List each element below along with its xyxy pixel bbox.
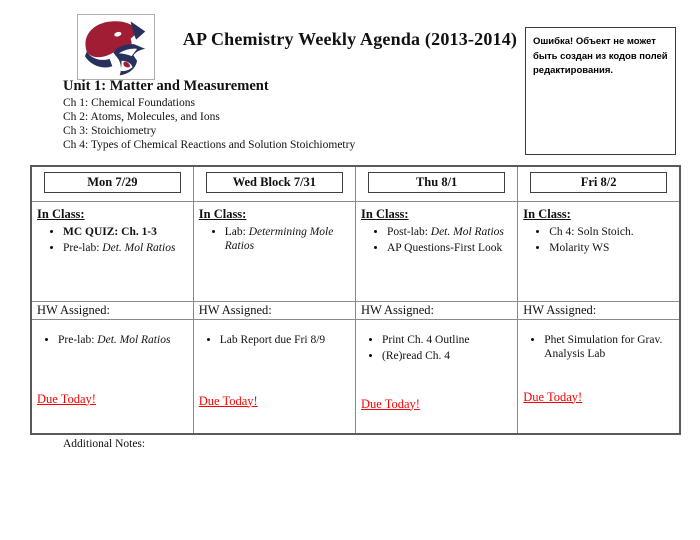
list-item: • Print Ch. 4 Outline	[382, 333, 517, 348]
field-code-error-box: Ошибка! Объект не может быть создан из кодов полей редактирования.	[525, 27, 676, 155]
hw-assigned-cell	[518, 301, 680, 319]
hw-list	[32, 333, 193, 348]
list-item: • MC QUIZ: Ch. 1-3	[63, 225, 188, 240]
list-item: • Pre-lab: Det. Mol Ratios	[63, 241, 188, 256]
hw-assigned-label: HW Assigned:	[198, 302, 272, 317]
hw-content-cell	[518, 319, 680, 434]
date-header-cell	[356, 166, 518, 201]
list-item: • Lab: Determining Mole Ratios	[225, 225, 350, 254]
due-today-label: Due Today!	[361, 396, 420, 411]
hw-assigned-cell	[31, 301, 193, 319]
list-item: • Post-lab: Det. Mol Ratios	[387, 225, 512, 240]
in-class-list	[361, 225, 512, 256]
list-item: • Ch 4: Soln Stoich.	[549, 225, 674, 240]
date-box: Fri 8/2	[530, 172, 667, 193]
in-class-cell	[518, 201, 680, 301]
in-class-cell	[31, 201, 193, 301]
hw-list	[356, 333, 517, 364]
hw-assigned-label: HW Assigned:	[523, 302, 597, 317]
in-class-heading: In Class:	[523, 206, 571, 221]
chapter-line: Ch 2: Atoms, Molecules, and Ions	[63, 111, 220, 123]
list-item: • Phet Simulation for Grav. Analysis Lab	[544, 333, 679, 362]
date-header-row	[31, 166, 680, 201]
date-box: Mon 7/29	[44, 172, 181, 193]
hw-list	[518, 333, 679, 362]
due-today-label: Due Today!	[523, 389, 583, 404]
in-class-heading: In Class:	[361, 206, 409, 221]
hw-list	[194, 333, 355, 348]
list-item: • Molarity WS	[549, 241, 674, 256]
list-item: • (Re)read Ch. 4	[382, 349, 517, 364]
in-class-list	[523, 225, 674, 256]
hw-assigned-label-row	[31, 301, 680, 319]
in-class-cell	[193, 201, 355, 301]
hw-content-cell	[31, 319, 193, 434]
weekly-agenda-table	[30, 165, 681, 435]
in-class-list	[37, 225, 188, 256]
in-class-list	[199, 225, 350, 254]
date-header-cell	[193, 166, 355, 201]
hw-assigned-cell	[193, 301, 355, 319]
hw-content-cell	[193, 319, 355, 434]
page-title: AP Chemistry Weekly Agenda (2013-2014)	[182, 29, 518, 49]
date-box: Wed Block 7/31	[206, 172, 343, 193]
date-header-cell	[518, 166, 680, 201]
chapter-line: Ch 3: Stoichiometry	[63, 125, 157, 137]
hw-assigned-label: HW Assigned:	[361, 302, 435, 317]
hw-content-row	[31, 319, 680, 434]
unit-heading: Unit 1: Matter and Measurement	[63, 78, 269, 94]
chapter-line: Ch 1: Chemical Foundations	[63, 97, 195, 109]
date-box: Thu 8/1	[368, 172, 505, 193]
in-class-heading: In Class:	[37, 206, 85, 221]
additional-notes-label: Additional Notes:	[63, 438, 146, 450]
hw-assigned-cell	[356, 301, 518, 319]
list-item: • Lab Report due Fri 8/9	[220, 333, 355, 348]
list-item: • Pre-lab: Det. Mol Ratios	[58, 333, 193, 348]
due-today-label: Due Today!	[37, 391, 96, 406]
chapter-list	[63, 96, 355, 152]
in-class-heading: In Class:	[198, 206, 247, 221]
hw-content-cell	[356, 319, 518, 434]
in-class-cell	[356, 201, 518, 301]
in-class-row	[31, 201, 680, 301]
due-today-label: Due Today!	[198, 393, 258, 408]
list-item: • AP Questions-First Look	[387, 241, 512, 256]
hw-assigned-label: HW Assigned:	[37, 302, 111, 317]
chapter-line: Ch 4: Types of Chemical Reactions and Solution Stoichiometry	[63, 139, 356, 151]
date-header-cell	[31, 166, 193, 201]
